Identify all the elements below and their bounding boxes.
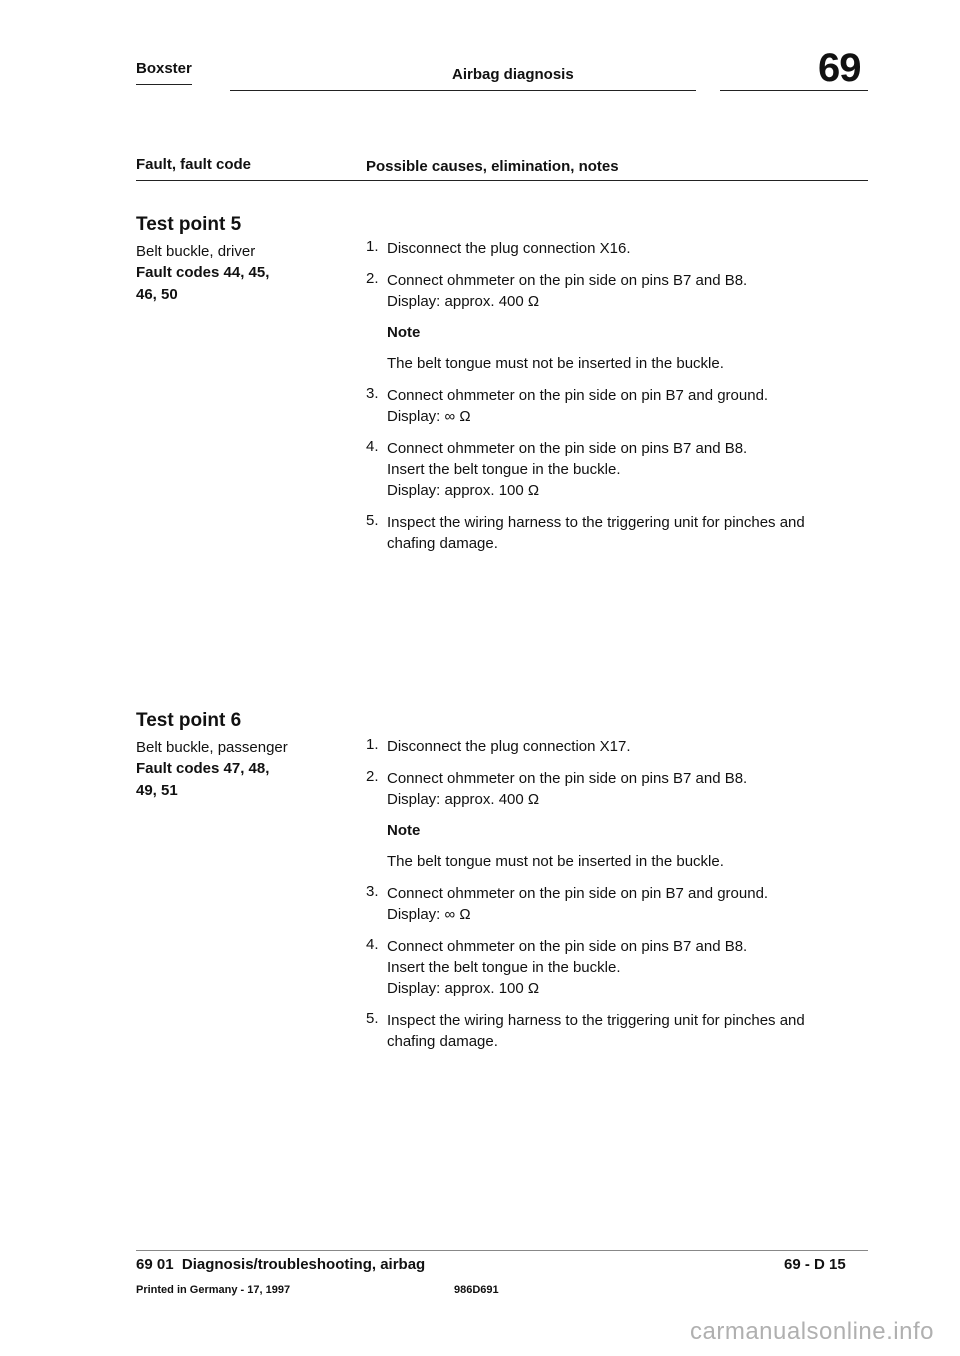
step-number: 3. [366,385,379,402]
step-3 [366,883,846,925]
step-number: 5. [366,1010,379,1027]
step-text: chafing damage. [387,535,498,552]
step-number: 2. [366,768,379,785]
step-display: Display: approx. 100 Ω [387,482,540,499]
header-rule-right [720,90,868,91]
step-text: Connect ohmmeter on the pin side on pin B7 and ground. [387,885,769,902]
step-text: Connect ohmmeter on the pin side on pins B7 and B8. [387,272,748,289]
footer-section: 69 01 Diagnosis/troubleshooting, airbag [136,1256,426,1273]
column-header-fault: Fault, fault code [136,156,252,173]
test-point-6-left [136,710,346,802]
step-text: Insert the belt tongue in the buckle. [387,461,621,478]
footer-doc-code: 986D691 [454,1284,499,1296]
step-display: Display: ∞ Ω [387,408,471,425]
fault-codes-line-2: 46, 50 [136,286,178,303]
step-1 [366,736,846,757]
test-point-6-steps [366,736,846,1063]
header-model: Boxster [136,60,192,77]
footer-page-id: 69 - D 15 [784,1256,846,1273]
test-point-5-steps [366,238,846,565]
step-number: 1. [366,736,379,753]
footer-printed: Printed in Germany - 17, 1997 [136,1284,291,1296]
test-point-description: Belt buckle, driver [136,243,256,260]
step-4 [366,438,846,501]
footer-rule [136,1250,868,1251]
column-header-rule [136,180,868,181]
step-number: 1. [366,238,379,255]
step-4 [366,936,846,999]
fault-codes-line-1: Fault codes 44, 45, [136,264,270,281]
step-2 [366,270,846,374]
step-display: Display: approx. 400 Ω [387,791,540,808]
step-text: Inspect the wiring harness to the triggering unit for pinches and [387,1012,805,1029]
step-text: Connect ohmmeter on the pin side on pin B7 and ground. [387,387,769,404]
test-point-title: Test point 5 [136,214,242,235]
step-text: chafing damage. [387,1033,498,1050]
fault-codes-line-1: Fault codes 47, 48, [136,760,270,777]
header-title: Airbag diagnosis [452,66,574,83]
step-number: 4. [366,936,379,953]
step-number: 2. [366,270,379,287]
fault-codes-line-2: 49, 51 [136,782,178,799]
step-text: Inspect the wiring harness to the triggering unit for pinches and [387,514,805,531]
step-number: 5. [366,512,379,529]
step-text: Disconnect the plug connection X16. [387,240,631,257]
chapter-number: 69 [818,46,861,90]
step-text: Connect ohmmeter on the pin side on pins B7 and B8. [387,770,748,787]
step-5 [366,1010,846,1052]
step-display: Display: ∞ Ω [387,906,471,923]
step-5 [366,512,846,554]
step-text: Connect ohmmeter on the pin side on pins B7 and B8. [387,440,748,457]
note-text: The belt tongue must not be inserted in the buckle. [387,853,724,870]
step-text: Insert the belt tongue in the buckle. [387,959,621,976]
note-heading: Note [387,324,421,341]
header-rule-left [136,84,192,85]
test-point-5-left [136,214,346,306]
step-2 [366,768,846,872]
test-point-description: Belt buckle, passenger [136,739,288,756]
note-heading: Note [387,822,421,839]
header-rule-middle [230,90,696,91]
step-display: Display: approx. 400 Ω [387,293,540,310]
watermark-text: carmanualsonline.info [690,1318,934,1345]
step-3 [366,385,846,427]
step-text: Connect ohmmeter on the pin side on pins B7 and B8. [387,938,748,955]
step-number: 3. [366,883,379,900]
step-number: 4. [366,438,379,455]
step-1 [366,238,846,259]
note-text: The belt tongue must not be inserted in the buckle. [387,355,724,372]
step-text: Disconnect the plug connection X17. [387,738,631,755]
column-header-causes: Possible causes, elimination, notes [366,158,619,175]
step-display: Display: approx. 100 Ω [387,980,540,997]
test-point-title: Test point 6 [136,710,242,731]
